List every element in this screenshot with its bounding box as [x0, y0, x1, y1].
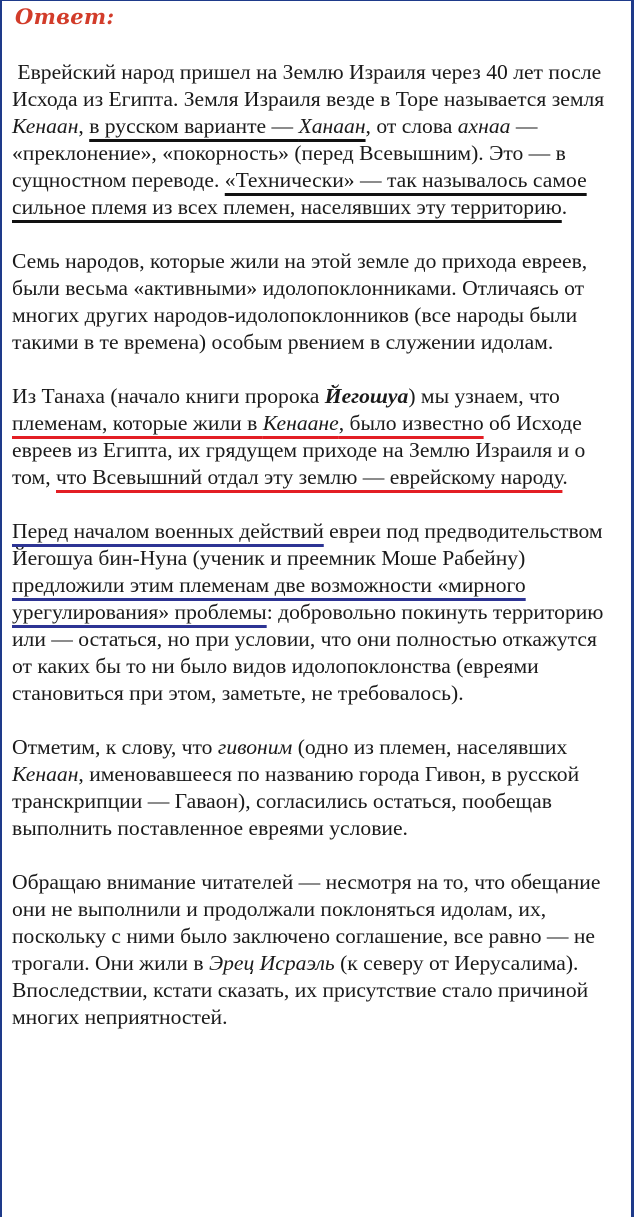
term-givonim: гивоним — [217, 735, 293, 759]
underlined-phrase: Перед началом военных действий — [12, 519, 324, 543]
text-span: , именовавшееся по названию города Гивон, в русской транскрипции — Гаваон), согласились остаться, пообещав выполнить поставленное евреями условие. — [12, 762, 580, 840]
term-hanaan: Ханаан — [298, 114, 366, 138]
text-span: , было известно — [338, 411, 484, 435]
underlined-phrase — [89, 114, 365, 138]
text-span: : добровольно покинуть территорию или — остаться, но при условии, что они полностью откажутся от каких бы то ни было видов идолопоклонства (евреями становиться при этом, заметьте, не требовалось). — [12, 600, 604, 705]
text-span: племенам, которые жили в — [12, 411, 263, 435]
paragraph-1 — [12, 59, 622, 221]
text-span: , от слова — [365, 114, 458, 138]
text-span: . — [561, 195, 568, 219]
paragraph-4 — [12, 518, 622, 707]
term-kenaane: Кенаане — [262, 411, 339, 435]
text-span: в русском варианте — — [89, 114, 299, 138]
underlined-phrase: предложили этим племенам две возможности «мирного урегулирования» проблемы — [12, 573, 526, 624]
answer-heading: Ответ: — [15, 4, 115, 29]
term-ahnaa: ахнаа — [457, 114, 511, 138]
text-span: об Исходе евреев из Египта, их грядущем приходе на Землю Израиля и о том, — [12, 411, 586, 489]
underlined-phrase: что Всевышний отдал эту землю — еврейскому народу — [56, 465, 563, 489]
text-span: , — [78, 114, 90, 138]
article-body — [12, 59, 622, 1058]
paragraph-3 — [12, 383, 622, 491]
paragraph-2: Семь народов, которые жили на этой земле до прихода евреев, были весьма «активными» идолопоклонниками. Отличаясь от многих других народов-идолопоклонников (все народы были такими в те времена) особым рвением в служении идолам. — [12, 249, 588, 354]
paragraph-5 — [12, 734, 622, 842]
term-kenaan: Кенаан — [12, 762, 79, 786]
text-span: — «преклонение», «покорность» (перед Всевышним). Это — в сущностном переводе. — [12, 114, 566, 192]
paragraph-6 — [12, 869, 622, 1031]
text-span: Из Танаха (начало книги пророка — [12, 384, 325, 408]
text-span: . — [562, 465, 568, 489]
text-span: Отметим, к слову, что — [12, 735, 218, 759]
text-span: (к северу от Иерусалима). Впоследствии, кстати сказать, их присутствие стало причиной многих неприятностей. — [12, 951, 589, 1029]
text-span: Обращаю внимание читателей — несмотря на то, что обещание они не выполнили и продолжали поклоняться идолам, их, поскольку с ними было заключено соглашение, все равно — не трогали. Они жили в — [12, 870, 601, 975]
term-erets-israel: Эрец Исраэль — [208, 951, 335, 975]
underlined-phrase — [12, 411, 484, 435]
text-span: евреи под предводительством Йегошуа бин-Нуна (ученик и преемник Моше Рабейну) — [12, 519, 603, 570]
text-span: ) мы узнаем, что — [408, 384, 560, 408]
text-span: (одно из племен, населявших — [292, 735, 568, 759]
text-span: Еврейский народ пришел на Землю Израиля через 40 лет после Исхода из Египта. Земля Израиля везде в Торе называется земля — [12, 60, 605, 111]
underlined-phrase: «Технически» — так называлось самое сильное племя из всех племен, населявших эту территорию — [12, 168, 587, 219]
term-kenaan: Кенаан — [12, 114, 79, 138]
term-yegoshua: Йегошуа — [324, 384, 409, 408]
